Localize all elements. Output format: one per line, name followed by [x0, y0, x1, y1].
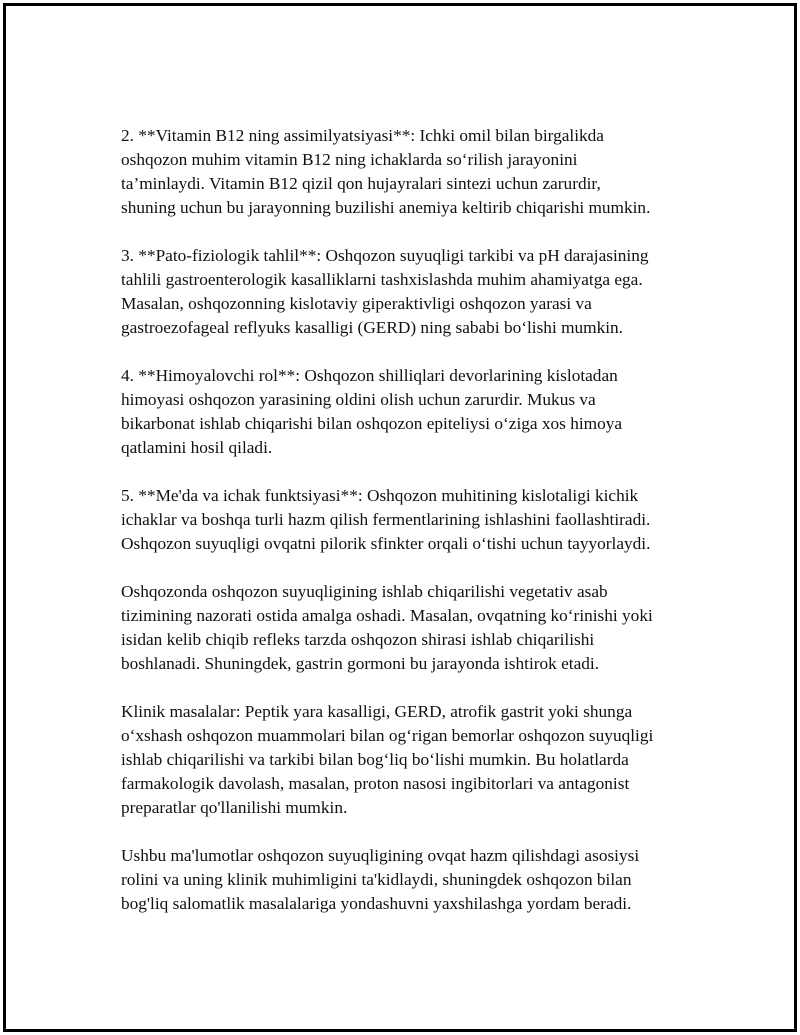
document-page [3, 3, 797, 1032]
paragraph-vitamin-b12: 2. **Vitamin B12 ning assimilyatsiyasi**: Ichki omil bilan birgalikda oshqozon muhim vitamin B12 ning ichaklarda so‘rilish jarayonini ta’minlaydi. Vitamin B12 qizil qon hujayralari sintezi uchun zarurdir, shuning uchun bu jarayonning buzilishi anemiya keltirib chiqarishi mumkin. [121, 126, 651, 217]
paragraph-conclusion: Ushbu ma'lumotlar oshqozon suyuqligining ovqat hazm qilishdagi asosiysi rolini va uning klinik muhimligini ta'kidlaydi, shuningdek oshqozon bilan bog'liq salomatlik masalalariga yondashuvni yaxshilashga yordam beradi. [121, 846, 640, 913]
paragraph-pathophysiology: 3. **Pato-fiziologik tahlil**: Oshqozon suyuqligi tarkibi va pH darajasining tahlili gastroenterologik kasalliklarni tashxislashda muhim ahamiyatga ega. Masalan, oshqozonning kislotaviy giperaktivligi oshqozon yarasi va gastroezofageal reflyuks kasalligi (GERD) ning sababi bo‘lishi mumkin. [121, 246, 649, 337]
document-body [121, 124, 711, 940]
paragraph-intestinal-function: 5. **Me'da va ichak funktsiyasi**: Oshqozon muhitining kislotaligi kichik ichaklar va boshqa turli hazm qilish fermentlarining ishlashini faollashtiradi. Oshqozon suyuqligi ovqatni pilorik sfinkter orqali o‘tishi uchun tayyorlaydi. [121, 486, 651, 553]
paragraph-nervous-control: Oshqozonda oshqozon suyuqligining ishlab chiqarilishi vegetativ asab tizimining nazorati ostida amalga oshadi. Masalan, ovqatning ko‘rinishi yoki isidan kelib chiqib refleks tarzda oshqozon shirasi ishlab chiqarilishi boshlanadi. Shuningdek, gastrin gormoni bu jarayonda ishtirok etadi. [121, 582, 653, 673]
paragraph-clinical-issues: Klinik masalalar: Peptik yara kasalligi, GERD, atrofik gastrit yoki shunga o‘xshash oshqozon muammolari bilan og‘rigan bemorlar oshqozon suyuqligi ishlab chiqarilishi va tarkibi bilan bog‘liq bo‘lishi mumkin. Bu holatlarda farmakologik davolash, masalan, proton nasosi ingibitorlari va antagonist preparatlar qo'llanilishi mumkin. [121, 702, 654, 817]
paragraph-protective-role: 4. **Himoyalovchi rol**: Oshqozon shilliqlari devorlarining kislotadan himoyasi oshqozon yarasining oldini olish uchun zarurdir. Mukus va bikarbonat ishlab chiqarishi bilan oshqozon epiteliysi o‘ziga xos himoya qatlamini hosil qiladi. [121, 366, 623, 457]
